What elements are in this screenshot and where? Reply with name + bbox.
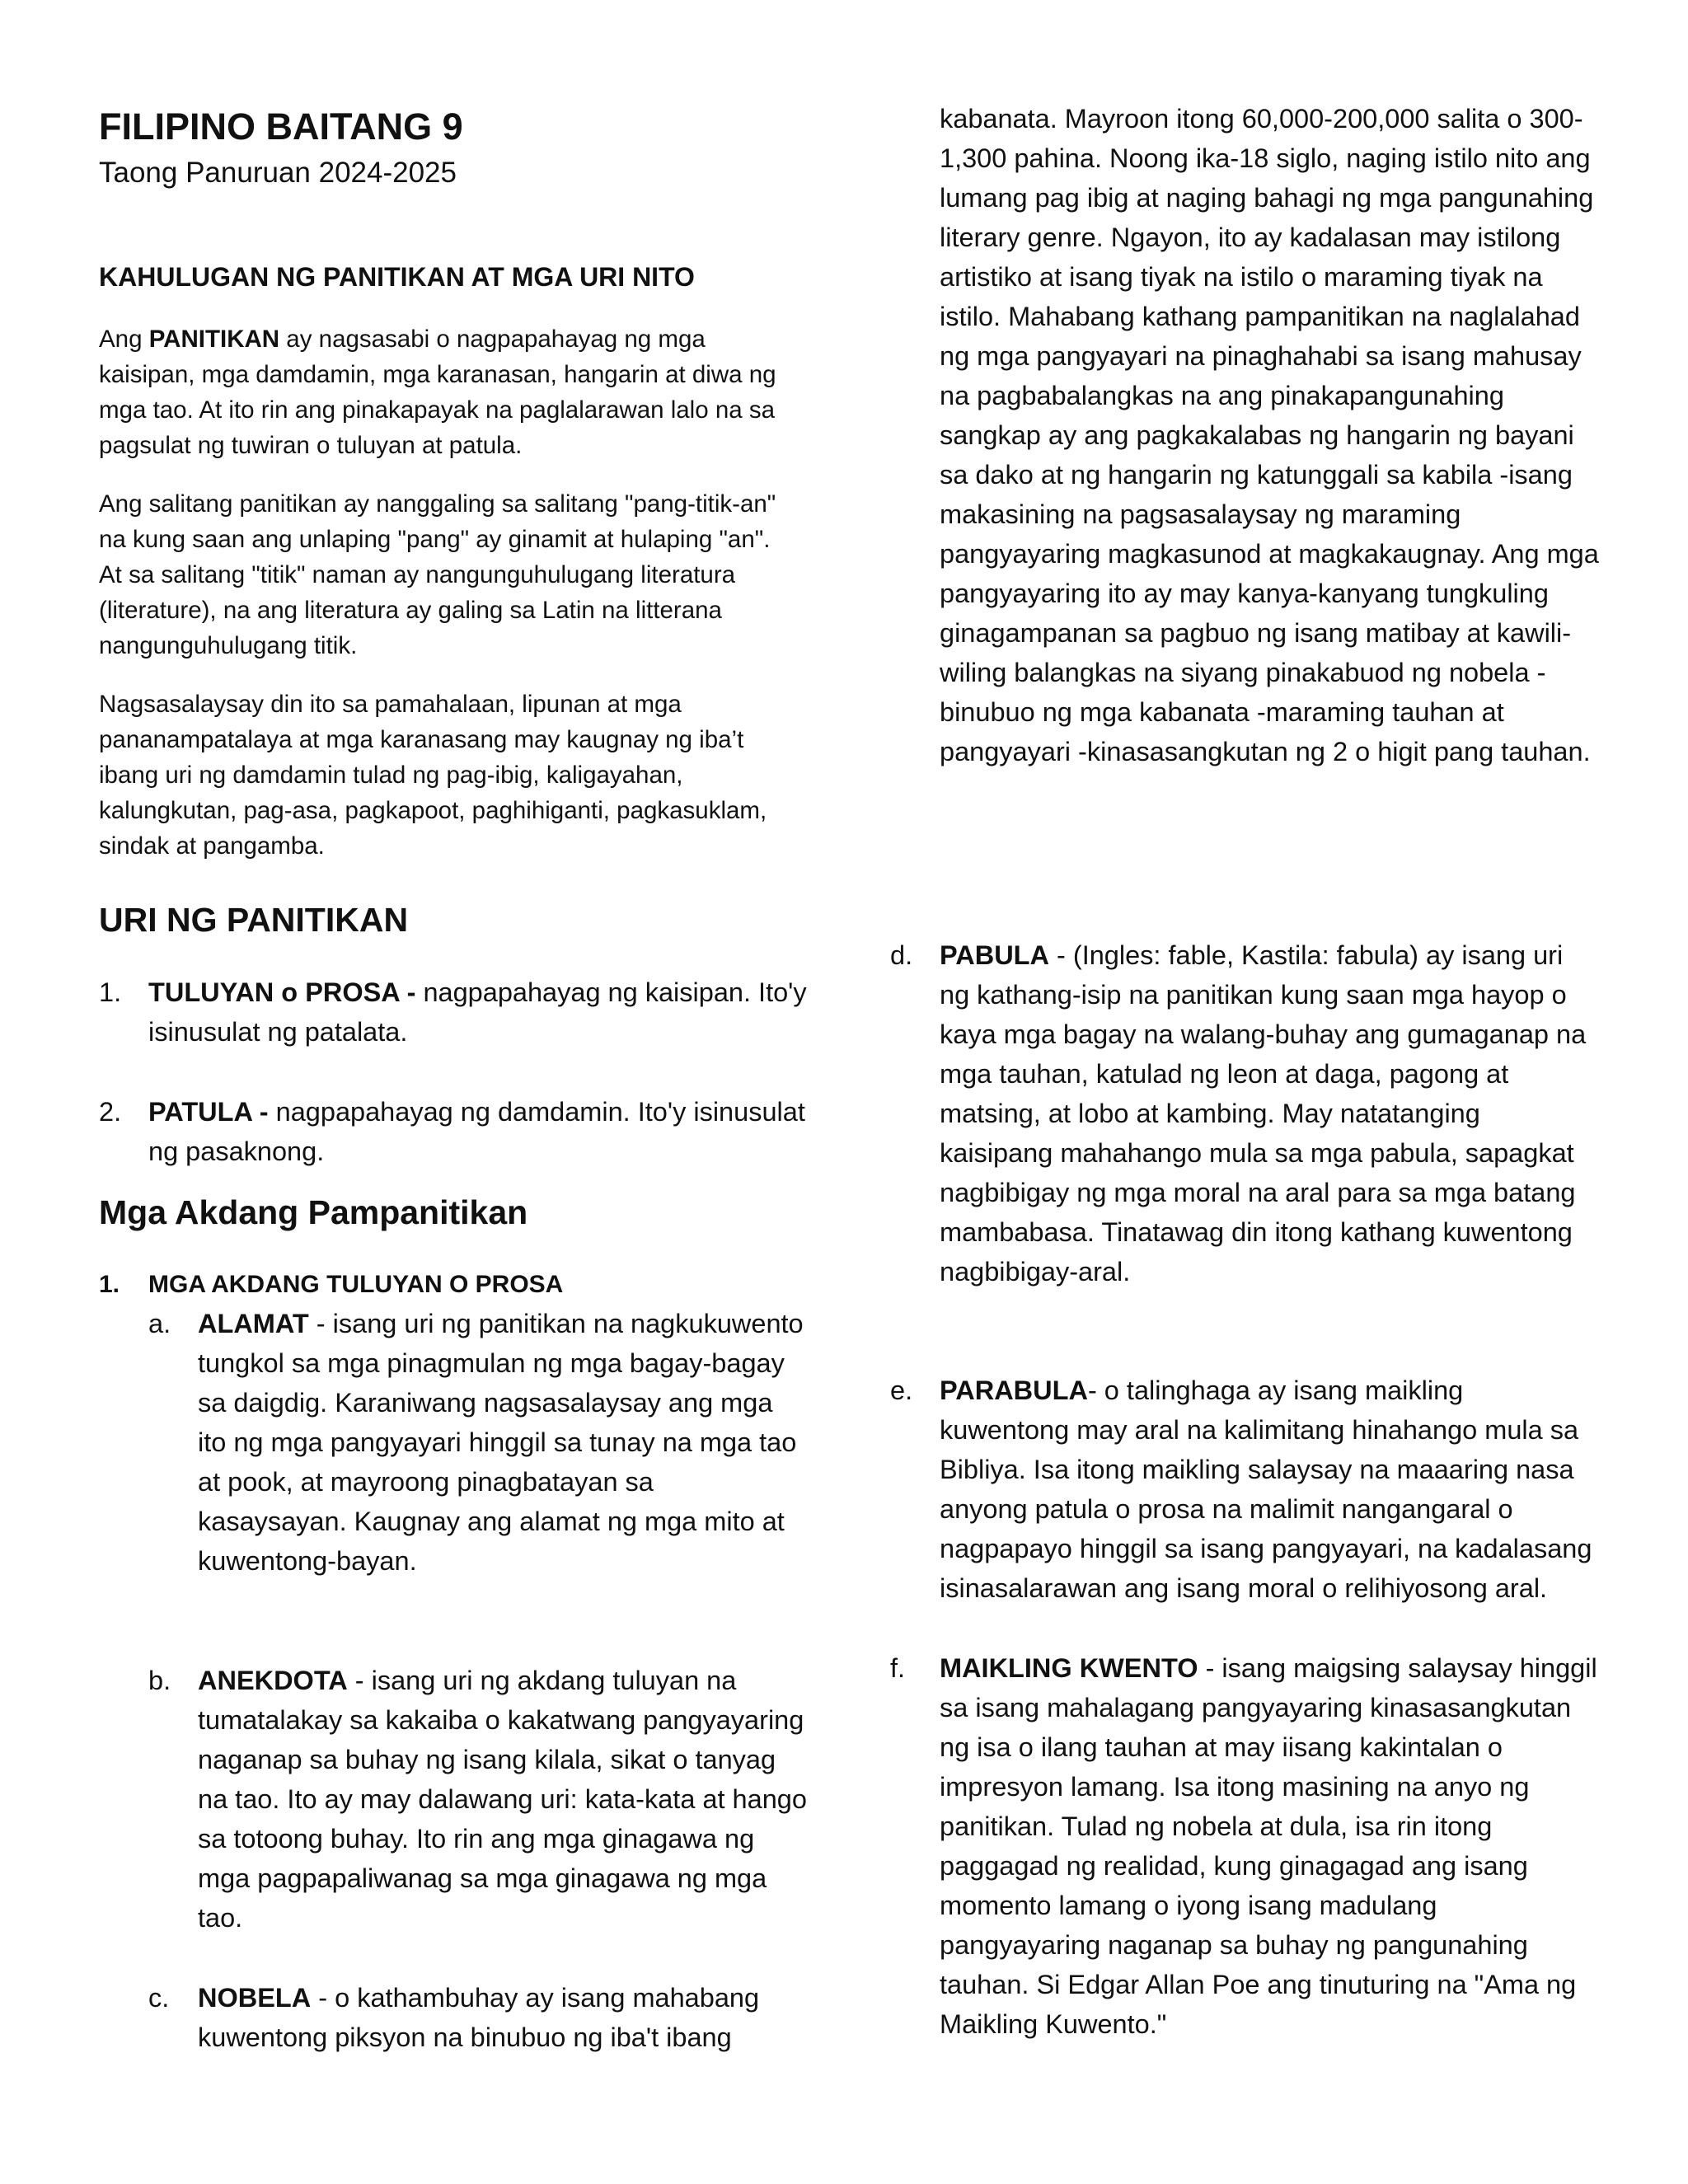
paragraph-panitikan <box>99 321 791 463</box>
akda-item-c <box>148 1978 808 2057</box>
section-heading-uri: URI NG PANITIKAN <box>99 901 409 939</box>
akda-item-e <box>890 1371 1599 1608</box>
item-letter: f. <box>890 1653 906 1683</box>
item-letter: d. <box>890 940 913 970</box>
item-label: ANEKDOTA <box>198 1666 348 1695</box>
akda-list <box>99 1265 808 1305</box>
list-item <box>99 972 808 1052</box>
item-label: TULUYAN o PROSA - <box>148 977 416 1007</box>
item-label: PATULA - <box>148 1097 269 1127</box>
item-label: PARABULA <box>940 1376 1088 1405</box>
item-text: - isang maigsing salaysay hinggil sa isang mahalagang pangyayaring kinasasangkutan ng isa o ilang tauhan at may iisang kakintalan o impresyon lamang. Isa itong masining na anyo ng panitikan. Tulad ng nobela at dula, isa rin itong paggagad ng realidad, kung ginagagad ang isang momento lamang o iyong isang madulang pangyayaring naganap sa buhay ng pangunahing tauhan. Si Edgar Allan Poe ang tinuturing na "Ama ng Maikling Kuwento." <box>940 1653 1597 2039</box>
item-text: nagpapahayag ng damdamin. Ito'y isinusulat ng pasaknong. <box>148 1097 805 1166</box>
item-label: PABULA <box>940 940 1049 970</box>
list-item <box>99 1092 808 1171</box>
akda-item-d <box>890 935 1599 1291</box>
list-item <box>148 1304 808 1581</box>
item-text: - (Ingles: fable, Kastila: fabula) ay isang uri ng kathang-isip na panitikan kung saan mga hayop o kaya mga bagay na walang-buhay ang gumaganap na mga tauhan, katulad ng leon at daga, pagong at matsing, at lobo at kambing. May natatanging kaisipang mahahango mula sa mga pabula, sapagkat nagbibigay ng mga moral na aral para sa mga batang mambabasa. Tinatawag din itong kathang kuwentong nagbibigay-aral. <box>940 940 1587 1286</box>
paragraph-nagsasalaysay: Nagsasalaysay din ito sa pamahalaan, lipunan at mga pananampatalaya at mga karanasang may kaugnay ng iba’t ibang uri ng damdamin tulad ng pag-ibig, kaligayahan, kalungkutan, pag-asa, pagkapoot, paghihiganti, pagkasuklam, sindak at pangamba. <box>99 691 767 860</box>
item-letter: c. <box>148 1983 170 2013</box>
p1-pre: Ang <box>99 326 149 353</box>
item-label: NOBELA <box>198 1983 312 2013</box>
page-title: FILIPINO BAITANG 9 <box>99 105 463 148</box>
nobela-continued: kabanata. Mayroon itong 60,000-200,000 salita o 300-1,300 pahina. Noong ika-18 siglo, naging istilo nito ang lumang pag ibig at naging bahagi ng mga pangunahing literary genre. Ngayon, ito ay kadalasan may istilong artistiko at isang tiyak na istilo o maraming tiyak na istilo. Mahabang kathang pampanitikan na naglalahad ng mga pangyayari na pinaghahabi sa isang mahusay na pagbabalangkas na ang pinakapangunahing sangkap ay ang pagkakalabas ng hangarin ng bayani sa dako at ng hangarin ng katunggali sa kabila -isang makasining na pagsasalaysay ng maraming pangyayaring magkasunod at magkakaugnay. Ang mga pangyayaring ito ay may kanya-kanyang tungkuling ginagampanan sa pagbuo ng isang matibay at kawili-wiling balangkas na siyang pinakabuod ng nobela -binubuo ng mga kabanata -maraming tauhan at pangyayari -kinasasangkutan ng 2 o higit pang tauhan. <box>940 104 1599 766</box>
list-item <box>148 1978 808 2057</box>
list-item <box>99 1265 808 1305</box>
item-letter: e. <box>890 1376 913 1405</box>
list-number: 1. <box>99 977 122 1007</box>
item-label: ALAMAT <box>198 1309 309 1338</box>
section-heading-akda: Mga Akdang Pampanitikan <box>99 1193 528 1231</box>
uri-list-2 <box>99 1092 808 1171</box>
uri-list <box>99 972 808 1052</box>
paragraph-etymology: Ang salitang panitikan ay nanggaling sa salitang "pang-titik-an" na kung saan ang unlaping "pang" ay ginamit at hulaping "an". At sa salitang "titik" naman ay nangunguhulugang literatura (literature), na ang literatura ay galing sa Latin na litterana nangunguhulugang titik. <box>99 490 776 659</box>
item-text: nagpapahayag ng kaisipan. Ito'y isinusulat ng patalata. <box>148 977 807 1047</box>
list-title: MGA AKDANG TULUYAN O PROSA <box>148 1271 564 1298</box>
akda-item-b <box>148 1661 808 1938</box>
item-label: MAIKLING KWENTO <box>940 1653 1198 1683</box>
item-text: - isang uri ng akdang tuluyan na tumatalakay sa kakaiba o kakatwang pangyayaring naganap sa buhay ng isang kilala, sikat o tanyag na tao. Ito ay may dalawang uri: kata-kata at hango sa totoong buhay. Ito rin ang mga ginagawa ng mga pagpapaliwanag sa mga ginagawa ng mga tao. <box>198 1666 807 1933</box>
item-text: - o talinghaga ay isang maikling kuwentong may aral na kalimitang hinahango mula sa Bibliya. Isa itong maikling salaysay na maaaring nasa anyong patula o prosa na malimit nangangaral o nagpapayo hinggil sa isang pangyayari, na kadalasang isinasalarawan ang isang moral o relihiyosong aral. <box>940 1376 1592 1603</box>
item-letter: a. <box>148 1309 171 1338</box>
p1-rest: ay nagsasabi o nagpapahayag ng mga kaisipan, mga damdamin, mga karanasan, hangarin at diwa ng mga tao. At ito rin ang pinakapayak na paglalarawan lalo na sa pagsulat ng tuwiran o tuluyan at patula. <box>99 326 776 459</box>
akda-item-f <box>890 1648 1599 2044</box>
list-number: 2. <box>99 1097 122 1127</box>
akda-item-a <box>148 1304 808 1581</box>
item-text: - o kathambuhay ay isang mahabang kuwentong piksyon na binubuo ng iba't ibang <box>198 1983 760 2052</box>
school-year: Taong Panuruan 2024-2025 <box>99 157 457 189</box>
section-heading-kahulugan: KAHULUGAN NG PANITIKAN AT MGA URI NITO <box>99 262 695 292</box>
list-item <box>148 1661 808 1938</box>
p1-bold: PANITIKAN <box>148 326 280 353</box>
list-number: 1. <box>99 1271 120 1298</box>
item-letter: b. <box>148 1666 171 1695</box>
item-text: - isang uri ng panitikan na nagkukuwento tungkol sa mga pinagmulan ng mga bagay-bagay sa daigdig. Karaniwang nagsasalaysay ang mga ito ng mga pangyayari hinggil sa tunay na mga tao at pook, at mayroong pinagbatayan sa kasaysayan. Kaugnay ang alamat ng mga mito at kuwentong-bayan. <box>198 1309 804 1576</box>
